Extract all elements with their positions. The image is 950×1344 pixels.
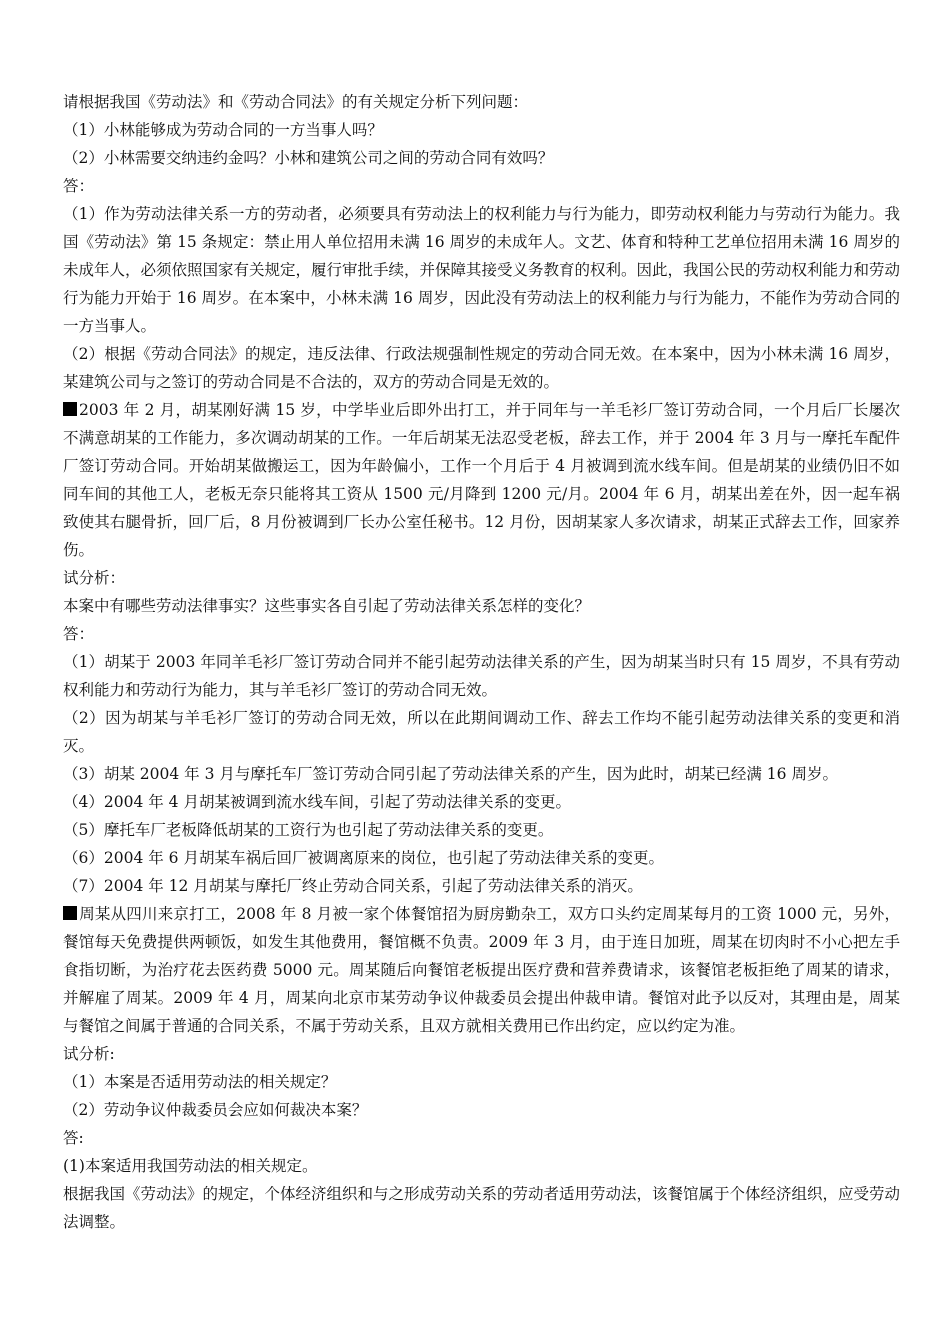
answer-2-paragraph: （2）根据《劳动合同法》的规定，违反法律、行政法规强制性规定的劳动合同无效。在本案中，因为小林未满 16 周岁，某建筑公司与之签订的劳动合同是不合法的，双方的劳动合同是无效的。 xyxy=(63,345,900,391)
answer-1-paragraph: （1）作为劳动法律关系一方的劳动者，必须要具有劳动法上的权利能力与行为能力，即劳动权利能力与劳动行为能力。我国《劳动法》第 15 条规定：禁止用人单位招用未满 16 周岁的未成年人。文艺、体育和特种工艺单位招用未满 16 周岁的未成年人，必须依照国家有关规定，履行审批手续，并保障其接受义务教育的权利。因此，我国公民的劳动权利能力和劳动行为能力开始于 16 周岁。在本案中，小林未满 16 周岁，因此没有劳动法上的权利能力与行为能力，不能作为劳动合同的一方当事人。 xyxy=(63,205,901,335)
intro-line: 请根据我国《劳动法》和《劳动合同法》的有关规定分析下列问题： xyxy=(63,93,529,111)
square-bullet-icon xyxy=(63,402,77,416)
answer-label: 答： xyxy=(63,177,95,195)
case-2-answer-7: （7）2004 年 12 月胡某与摩托厂终止劳动合同关系，引起了劳动法律关系的消灭。 xyxy=(63,877,643,895)
analysis-label: 试分析: xyxy=(63,1045,115,1063)
case-2-text: 2003 年 2 月，胡某刚好满 15 岁，中学毕业后即外出打工，并于同年与一羊毛衫厂签订劳动合同，一个月后厂长屡次不满意胡某的工作能力，多次调动胡某的工作。一年后胡某无法忍受老板，辞去工作，并于 2004 年 3 月与一摩托车配件厂签订劳动合同。开始胡某做搬运工，因为年龄偏小，工作一个月后于 4 月被调到流水线车间。但是胡某的业绩仍旧不如同车间的其他工人，老板无奈只能将其工资从 1500 元/月降到 1200 元/月。2004 年 6 月，胡某出差在外，因一起车祸致使其右腿骨折，回厂后，8 月份被调到厂长办公室任秘书。12 月份，因胡某家人多次请求，胡某正式辞去工作，回家养伤。 xyxy=(63,401,900,559)
question-2: （2）小林需要交纳违约金吗？小林和建筑公司之间的劳动合同有效吗？ xyxy=(63,149,554,167)
case-2-answer-6: （6）2004 年 6 月胡某车祸后回厂被调离原来的岗位，也引起了劳动法律关系的变更。 xyxy=(63,849,664,867)
case-2-answer-1: （1）胡某于 2003 年同羊毛衫厂签订劳动合同并不能引起劳动法律关系的产生，因为胡某当时只有 15 周岁，不具有劳动权利能力和劳动行为能力，其与羊毛衫厂签订的劳动合同无效。 xyxy=(63,653,900,699)
case-3-question-2: （2）劳动争议仲裁委员会应如何裁决本案？ xyxy=(63,1101,368,1119)
case-2-answer-3: （3）胡某 2004 年 3 月与摩托车厂签订劳动合同引起了劳动法律关系的产生，因为此时，胡某已经满 16 周岁。 xyxy=(63,765,838,783)
case-3-question-1: （1）本案是否适用劳动法的相关规定？ xyxy=(63,1073,337,1091)
case-3-text: 周某从四川来京打工，2008 年 8 月被一家个体餐馆招为厨房勤杂工，双方口头约定周某每月的工资 1000 元，另外，餐馆每天免费提供两顿饭，如发生其他费用，餐馆概不负责。2009 年 3 月，由于连日加班，周某在切肉时不小心把左手食指切断，为治疗花去医药费 5000 元。周某随后向餐馆老板提出医疗费和营养费请求，该餐馆老板拒绝了周某的请求，并解雇了周某。2009 年 4 月，周某向北京市某劳动争议仲裁委员会提出仲裁申请。餐馆对此予以反对，其理由是，周某与餐馆之间属于普通的合同关系，不属于劳动关系，且双方就相关费用已作出约定，应以约定为准。 xyxy=(63,905,900,1035)
square-bullet-icon xyxy=(63,906,77,920)
question-1: （1）小林能够成为劳动合同的一方当事人吗？ xyxy=(63,121,383,139)
case-3-answer-1: (1)本案适用我国劳动法的相关规定。 xyxy=(63,1157,318,1175)
analysis-label: 试分析： xyxy=(63,569,126,587)
case-3-paragraph xyxy=(63,900,900,1040)
case-2-answer-5: （5）摩托车厂老板降低胡某的工资行为也引起了劳动法律关系的变更。 xyxy=(63,821,554,839)
analysis-question: 本案中有哪些劳动法律事实？这些事实各自引起了劳动法律关系怎样的变化？ xyxy=(63,597,591,615)
case-2-paragraph xyxy=(63,396,900,564)
case-2-answer-4: （4）2004 年 4 月胡某被调到流水线车间，引起了劳动法律关系的变更。 xyxy=(63,793,571,811)
answer-label: 答: xyxy=(63,1129,84,1147)
case-2-answer-2: （2）因为胡某与羊毛衫厂签订的劳动合同无效，所以在此期间调动工作、辞去工作均不能引起劳动法律关系的变更和消灭。 xyxy=(63,709,900,755)
case-3-answer-1-detail: 根据我国《劳动法》的规定，个体经济组织和与之形成劳动关系的劳动者适用劳动法，该餐馆属于个体经济组织，应受劳动法调整。 xyxy=(63,1185,901,1231)
answer-label: 答： xyxy=(63,625,95,643)
